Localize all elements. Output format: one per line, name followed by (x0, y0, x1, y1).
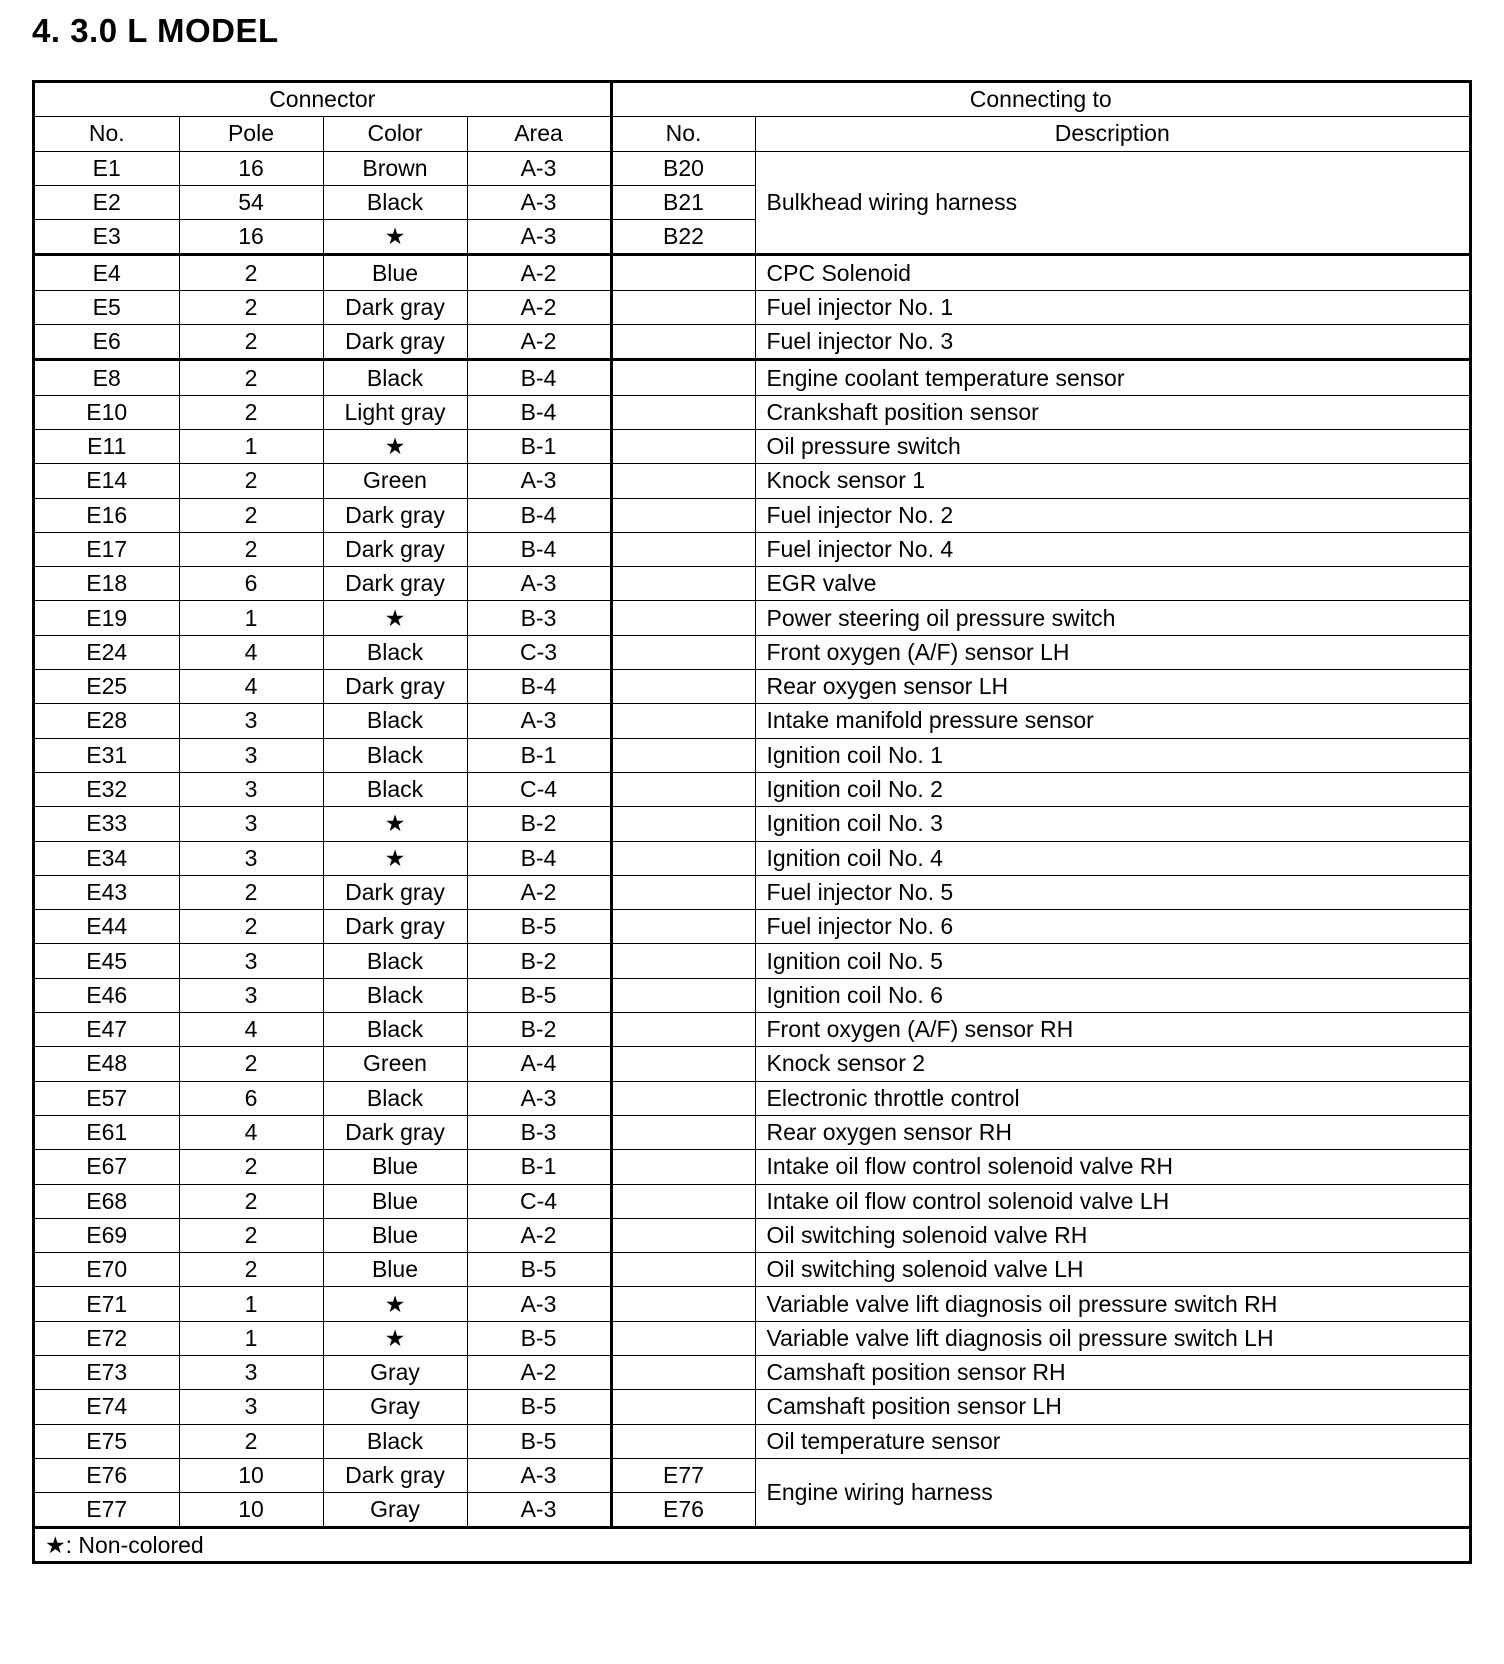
cell-connecting-no (611, 1390, 755, 1424)
cell-area: B-2 (467, 944, 611, 978)
cell-connector-no: E71 (35, 1287, 179, 1321)
cell-connecting-no: B20 (611, 151, 755, 185)
cell-connecting-no: B22 (611, 220, 755, 255)
cell-connector-no: E6 (35, 325, 179, 360)
cell-color: Black (323, 738, 467, 772)
cell-connector-no: E18 (35, 567, 179, 601)
cell-area: B-4 (467, 532, 611, 566)
table-row (35, 395, 1469, 429)
cell-color: Black (323, 360, 467, 395)
table-row (35, 875, 1469, 909)
table-row (35, 738, 1469, 772)
cell-description: Ignition coil No. 3 (755, 807, 1469, 841)
table-row (35, 290, 1469, 324)
cell-area: A-3 (467, 1458, 611, 1492)
cell-description: CPC Solenoid (755, 255, 1469, 290)
cell-connecting-no: E77 (611, 1458, 755, 1492)
cell-description: Crankshaft position sensor (755, 395, 1469, 429)
table-row (35, 1321, 1469, 1355)
cell-color: Green (323, 464, 467, 498)
cell-pole: 2 (179, 464, 323, 498)
table-row (35, 151, 1469, 185)
cell-description: Knock sensor 1 (755, 464, 1469, 498)
cell-area: A-3 (467, 704, 611, 738)
cell-connecting-no (611, 1115, 755, 1149)
table-row (35, 1150, 1469, 1184)
cell-color: Black (323, 978, 467, 1012)
table-row (35, 325, 1469, 360)
cell-pole: 3 (179, 978, 323, 1012)
cell-area: B-4 (467, 841, 611, 875)
cell-connector-no: E14 (35, 464, 179, 498)
cell-connecting-no (611, 1287, 755, 1321)
table-row (35, 360, 1469, 395)
cell-area: A-3 (467, 464, 611, 498)
cell-connector-no: E28 (35, 704, 179, 738)
cell-connecting-no (611, 498, 755, 532)
cell-area: B-4 (467, 395, 611, 429)
cell-connecting-no (611, 532, 755, 566)
cell-area: C-3 (467, 635, 611, 669)
cell-color: Black (323, 944, 467, 978)
cell-pole: 2 (179, 1424, 323, 1458)
cell-connecting-no (611, 601, 755, 635)
cell-color: Gray (323, 1390, 467, 1424)
cell-pole: 4 (179, 1115, 323, 1149)
cell-connector-no: E25 (35, 670, 179, 704)
cell-color: ★ (323, 429, 467, 463)
cell-description: Oil temperature sensor (755, 1424, 1469, 1458)
cell-color: Black (323, 704, 467, 738)
cell-color: Green (323, 1047, 467, 1081)
cell-description: Knock sensor 2 (755, 1047, 1469, 1081)
cell-connector-no: E48 (35, 1047, 179, 1081)
page-title: 4. 3.0 L MODEL (32, 12, 279, 49)
cell-connecting-no (611, 395, 755, 429)
cell-pole: 2 (179, 532, 323, 566)
cell-pole: 3 (179, 1390, 323, 1424)
table-row (35, 1115, 1469, 1149)
cell-pole: 3 (179, 704, 323, 738)
cell-pole: 2 (179, 255, 323, 290)
cell-pole: 3 (179, 738, 323, 772)
cell-connecting-no (611, 978, 755, 1012)
header-color: Color (323, 117, 467, 151)
cell-pole: 54 (179, 185, 323, 219)
cell-connecting-no (611, 807, 755, 841)
table-row (35, 1081, 1469, 1115)
cell-pole: 4 (179, 635, 323, 669)
cell-connector-no: E31 (35, 738, 179, 772)
header-conn-no: No. (611, 117, 755, 151)
cell-color: Blue (323, 1184, 467, 1218)
cell-connector-no: E2 (35, 185, 179, 219)
cell-pole: 3 (179, 944, 323, 978)
cell-pole: 2 (179, 1184, 323, 1218)
cell-connecting-no (611, 635, 755, 669)
cell-connector-no: E67 (35, 1150, 179, 1184)
cell-color: Black (323, 772, 467, 806)
cell-connecting-no (611, 325, 755, 360)
cell-description: EGR valve (755, 567, 1469, 601)
cell-connector-no: E43 (35, 875, 179, 909)
cell-connector-no: E73 (35, 1355, 179, 1389)
cell-pole: 1 (179, 1287, 323, 1321)
cell-connecting-no (611, 910, 755, 944)
table-row (35, 1184, 1469, 1218)
cell-connector-no: E45 (35, 944, 179, 978)
cell-color: Dark gray (323, 1458, 467, 1492)
table-row (35, 704, 1469, 738)
cell-area: B-5 (467, 1321, 611, 1355)
cell-connecting-no (611, 1047, 755, 1081)
connector-table-frame (32, 80, 1472, 1564)
cell-connecting-no (611, 1218, 755, 1252)
cell-description: Intake oil flow control solenoid valve RH (755, 1150, 1469, 1184)
header-pole: Pole (179, 117, 323, 151)
cell-description: Fuel injector No. 1 (755, 290, 1469, 324)
cell-connector-no: E3 (35, 220, 179, 255)
cell-area: B-5 (467, 1390, 611, 1424)
cell-color: Dark gray (323, 670, 467, 704)
header-no: No. (35, 117, 179, 151)
cell-connecting-no (611, 944, 755, 978)
cell-connecting-no (611, 1081, 755, 1115)
cell-connector-no: E32 (35, 772, 179, 806)
header-description: Description (755, 117, 1469, 151)
cell-pole: 6 (179, 1081, 323, 1115)
table-row (35, 670, 1469, 704)
cell-area: B-5 (467, 1424, 611, 1458)
cell-connector-no: E68 (35, 1184, 179, 1218)
cell-description: Rear oxygen sensor LH (755, 670, 1469, 704)
cell-connecting-no (611, 360, 755, 395)
table-row (35, 841, 1469, 875)
cell-area: A-2 (467, 255, 611, 290)
table-row (35, 1218, 1469, 1252)
cell-connector-no: E72 (35, 1321, 179, 1355)
cell-connector-no: E75 (35, 1424, 179, 1458)
cell-pole: 10 (179, 1458, 323, 1492)
cell-connector-no: E24 (35, 635, 179, 669)
cell-description: Ignition coil No. 4 (755, 841, 1469, 875)
cell-pole: 2 (179, 290, 323, 324)
cell-connecting-no (611, 772, 755, 806)
cell-connector-no: E11 (35, 429, 179, 463)
table-body (35, 151, 1469, 1561)
cell-pole: 3 (179, 807, 323, 841)
cell-connector-no: E8 (35, 360, 179, 395)
cell-pole: 2 (179, 325, 323, 360)
cell-connector-no: E10 (35, 395, 179, 429)
table-row (35, 1047, 1469, 1081)
cell-color: Black (323, 635, 467, 669)
footnote-row (35, 1528, 1469, 1562)
cell-connector-no: E77 (35, 1493, 179, 1528)
cell-color: Black (323, 1424, 467, 1458)
cell-description: Intake oil flow control solenoid valve LH (755, 1184, 1469, 1218)
cell-pole: 16 (179, 151, 323, 185)
cell-area: A-2 (467, 1355, 611, 1389)
cell-area: C-4 (467, 772, 611, 806)
cell-connecting-no (611, 704, 755, 738)
cell-connecting-no (611, 1184, 755, 1218)
cell-connecting-no (611, 841, 755, 875)
cell-connector-no: E16 (35, 498, 179, 532)
table-row (35, 944, 1469, 978)
cell-description: Intake manifold pressure sensor (755, 704, 1469, 738)
cell-pole: 1 (179, 1321, 323, 1355)
cell-area: A-3 (467, 151, 611, 185)
cell-area: A-3 (467, 1287, 611, 1321)
cell-description: Fuel injector No. 5 (755, 875, 1469, 909)
cell-connector-no: E4 (35, 255, 179, 290)
cell-pole: 1 (179, 601, 323, 635)
cell-area: B-2 (467, 1013, 611, 1047)
cell-connecting-no (611, 1355, 755, 1389)
cell-color: ★ (323, 1321, 467, 1355)
cell-color: Light gray (323, 395, 467, 429)
cell-color: Black (323, 185, 467, 219)
cell-connector-no: E17 (35, 532, 179, 566)
cell-area: B-1 (467, 738, 611, 772)
cell-area: A-2 (467, 325, 611, 360)
cell-area: A-2 (467, 290, 611, 324)
table-row (35, 1013, 1469, 1047)
cell-area: A-3 (467, 185, 611, 219)
table-row (35, 1458, 1469, 1492)
cell-pole: 10 (179, 1493, 323, 1528)
cell-connector-no: E69 (35, 1218, 179, 1252)
cell-color: Brown (323, 151, 467, 185)
cell-connecting-no: B21 (611, 185, 755, 219)
cell-connector-no: E44 (35, 910, 179, 944)
cell-connecting-no (611, 1150, 755, 1184)
cell-area: B-4 (467, 670, 611, 704)
cell-connecting-no (611, 1424, 755, 1458)
table-row (35, 635, 1469, 669)
cell-pole: 4 (179, 670, 323, 704)
cell-pole: 16 (179, 220, 323, 255)
cell-pole: 4 (179, 1013, 323, 1047)
table-row (35, 498, 1469, 532)
header-connecting-to: Connecting to (611, 83, 1469, 117)
cell-connecting-no (611, 1321, 755, 1355)
table-row (35, 255, 1469, 290)
footnote-non-colored: ★: Non-colored (35, 1528, 1469, 1562)
cell-area: A-2 (467, 1218, 611, 1252)
table-row (35, 464, 1469, 498)
table-row (35, 772, 1469, 806)
cell-color: Dark gray (323, 290, 467, 324)
cell-connecting-no (611, 875, 755, 909)
cell-pole: 2 (179, 360, 323, 395)
cell-description: Fuel injector No. 6 (755, 910, 1469, 944)
table-row (35, 910, 1469, 944)
cell-color: Dark gray (323, 325, 467, 360)
cell-connector-no: E46 (35, 978, 179, 1012)
cell-connector-no: E34 (35, 841, 179, 875)
cell-description: Ignition coil No. 5 (755, 944, 1469, 978)
cell-connector-no: E33 (35, 807, 179, 841)
cell-description: Engine wiring harness (755, 1458, 1469, 1528)
cell-connecting-no (611, 670, 755, 704)
header-connector: Connector (35, 83, 611, 117)
table-row (35, 1424, 1469, 1458)
cell-description: Bulkhead wiring harness (755, 151, 1469, 255)
cell-pole: 2 (179, 498, 323, 532)
cell-area: A-3 (467, 567, 611, 601)
cell-description: Rear oxygen sensor RH (755, 1115, 1469, 1149)
cell-description: Variable valve lift diagnosis oil pressure switch LH (755, 1321, 1469, 1355)
table-row (35, 429, 1469, 463)
cell-area: A-3 (467, 220, 611, 255)
cell-connecting-no (611, 429, 755, 463)
cell-pole: 2 (179, 1047, 323, 1081)
table-row (35, 1287, 1469, 1321)
cell-color: Dark gray (323, 910, 467, 944)
cell-pole: 2 (179, 910, 323, 944)
cell-area: A-4 (467, 1047, 611, 1081)
cell-color: Black (323, 1081, 467, 1115)
table-row (35, 807, 1469, 841)
cell-connector-no: E76 (35, 1458, 179, 1492)
cell-description: Engine coolant temperature sensor (755, 360, 1469, 395)
cell-color: ★ (323, 841, 467, 875)
cell-connecting-no (611, 738, 755, 772)
cell-area: B-5 (467, 910, 611, 944)
cell-connecting-no (611, 290, 755, 324)
cell-connector-no: E74 (35, 1390, 179, 1424)
table-row (35, 1390, 1469, 1424)
cell-description: Ignition coil No. 6 (755, 978, 1469, 1012)
table-row (35, 601, 1469, 635)
cell-description: Oil switching solenoid valve RH (755, 1218, 1469, 1252)
cell-connecting-no (611, 1013, 755, 1047)
table-row (35, 567, 1469, 601)
cell-pole: 2 (179, 1253, 323, 1287)
cell-area: B-1 (467, 1150, 611, 1184)
cell-area: B-3 (467, 1115, 611, 1149)
cell-pole: 3 (179, 772, 323, 806)
cell-pole: 1 (179, 429, 323, 463)
cell-description: Camshaft position sensor LH (755, 1390, 1469, 1424)
cell-connector-no: E61 (35, 1115, 179, 1149)
cell-description: Fuel injector No. 3 (755, 325, 1469, 360)
cell-color: Dark gray (323, 875, 467, 909)
cell-description: Electronic throttle control (755, 1081, 1469, 1115)
cell-pole: 2 (179, 1150, 323, 1184)
cell-pole: 3 (179, 841, 323, 875)
cell-area: A-2 (467, 875, 611, 909)
cell-pole: 3 (179, 1355, 323, 1389)
cell-color: ★ (323, 601, 467, 635)
header-area: Area (467, 117, 611, 151)
cell-color: Black (323, 1013, 467, 1047)
cell-color: Dark gray (323, 1115, 467, 1149)
cell-description: Variable valve lift diagnosis oil pressure switch RH (755, 1287, 1469, 1321)
cell-area: B-3 (467, 601, 611, 635)
cell-color: ★ (323, 220, 467, 255)
table-row (35, 532, 1469, 566)
cell-connector-no: E57 (35, 1081, 179, 1115)
header-row-groups (35, 83, 1469, 117)
cell-connector-no: E19 (35, 601, 179, 635)
cell-color: Blue (323, 1150, 467, 1184)
cell-connector-no: E1 (35, 151, 179, 185)
cell-area: A-3 (467, 1081, 611, 1115)
cell-description: Power steering oil pressure switch (755, 601, 1469, 635)
cell-color: Dark gray (323, 567, 467, 601)
cell-pole: 2 (179, 395, 323, 429)
connector-table (35, 83, 1469, 1561)
cell-connecting-no (611, 255, 755, 290)
cell-connector-no: E5 (35, 290, 179, 324)
cell-description: Fuel injector No. 2 (755, 498, 1469, 532)
cell-connecting-no (611, 567, 755, 601)
cell-connecting-no (611, 1253, 755, 1287)
cell-area: B-5 (467, 1253, 611, 1287)
cell-color: ★ (323, 1287, 467, 1321)
cell-area: B-4 (467, 360, 611, 395)
cell-color: Blue (323, 255, 467, 290)
cell-connector-no: E70 (35, 1253, 179, 1287)
cell-color: Dark gray (323, 532, 467, 566)
cell-area: A-3 (467, 1493, 611, 1528)
cell-description: Ignition coil No. 1 (755, 738, 1469, 772)
cell-pole: 2 (179, 1218, 323, 1252)
cell-description: Ignition coil No. 2 (755, 772, 1469, 806)
cell-area: B-4 (467, 498, 611, 532)
table-row (35, 1253, 1469, 1287)
cell-color: ★ (323, 807, 467, 841)
table-row (35, 978, 1469, 1012)
cell-description: Oil switching solenoid valve LH (755, 1253, 1469, 1287)
cell-area: B-1 (467, 429, 611, 463)
cell-area: B-5 (467, 978, 611, 1012)
cell-color: Blue (323, 1218, 467, 1252)
cell-color: Dark gray (323, 498, 467, 532)
table-row (35, 1355, 1469, 1389)
cell-color: Blue (323, 1253, 467, 1287)
cell-description: Fuel injector No. 4 (755, 532, 1469, 566)
cell-connecting-no: E76 (611, 1493, 755, 1528)
cell-connector-no: E47 (35, 1013, 179, 1047)
cell-description: Front oxygen (A/F) sensor RH (755, 1013, 1469, 1047)
cell-color: Gray (323, 1493, 467, 1528)
cell-description: Oil pressure switch (755, 429, 1469, 463)
header-row-columns (35, 117, 1469, 151)
cell-pole: 6 (179, 567, 323, 601)
cell-pole: 2 (179, 875, 323, 909)
cell-connecting-no (611, 464, 755, 498)
cell-area: C-4 (467, 1184, 611, 1218)
cell-area: B-2 (467, 807, 611, 841)
cell-description: Camshaft position sensor RH (755, 1355, 1469, 1389)
cell-description: Front oxygen (A/F) sensor LH (755, 635, 1469, 669)
cell-color: Gray (323, 1355, 467, 1389)
